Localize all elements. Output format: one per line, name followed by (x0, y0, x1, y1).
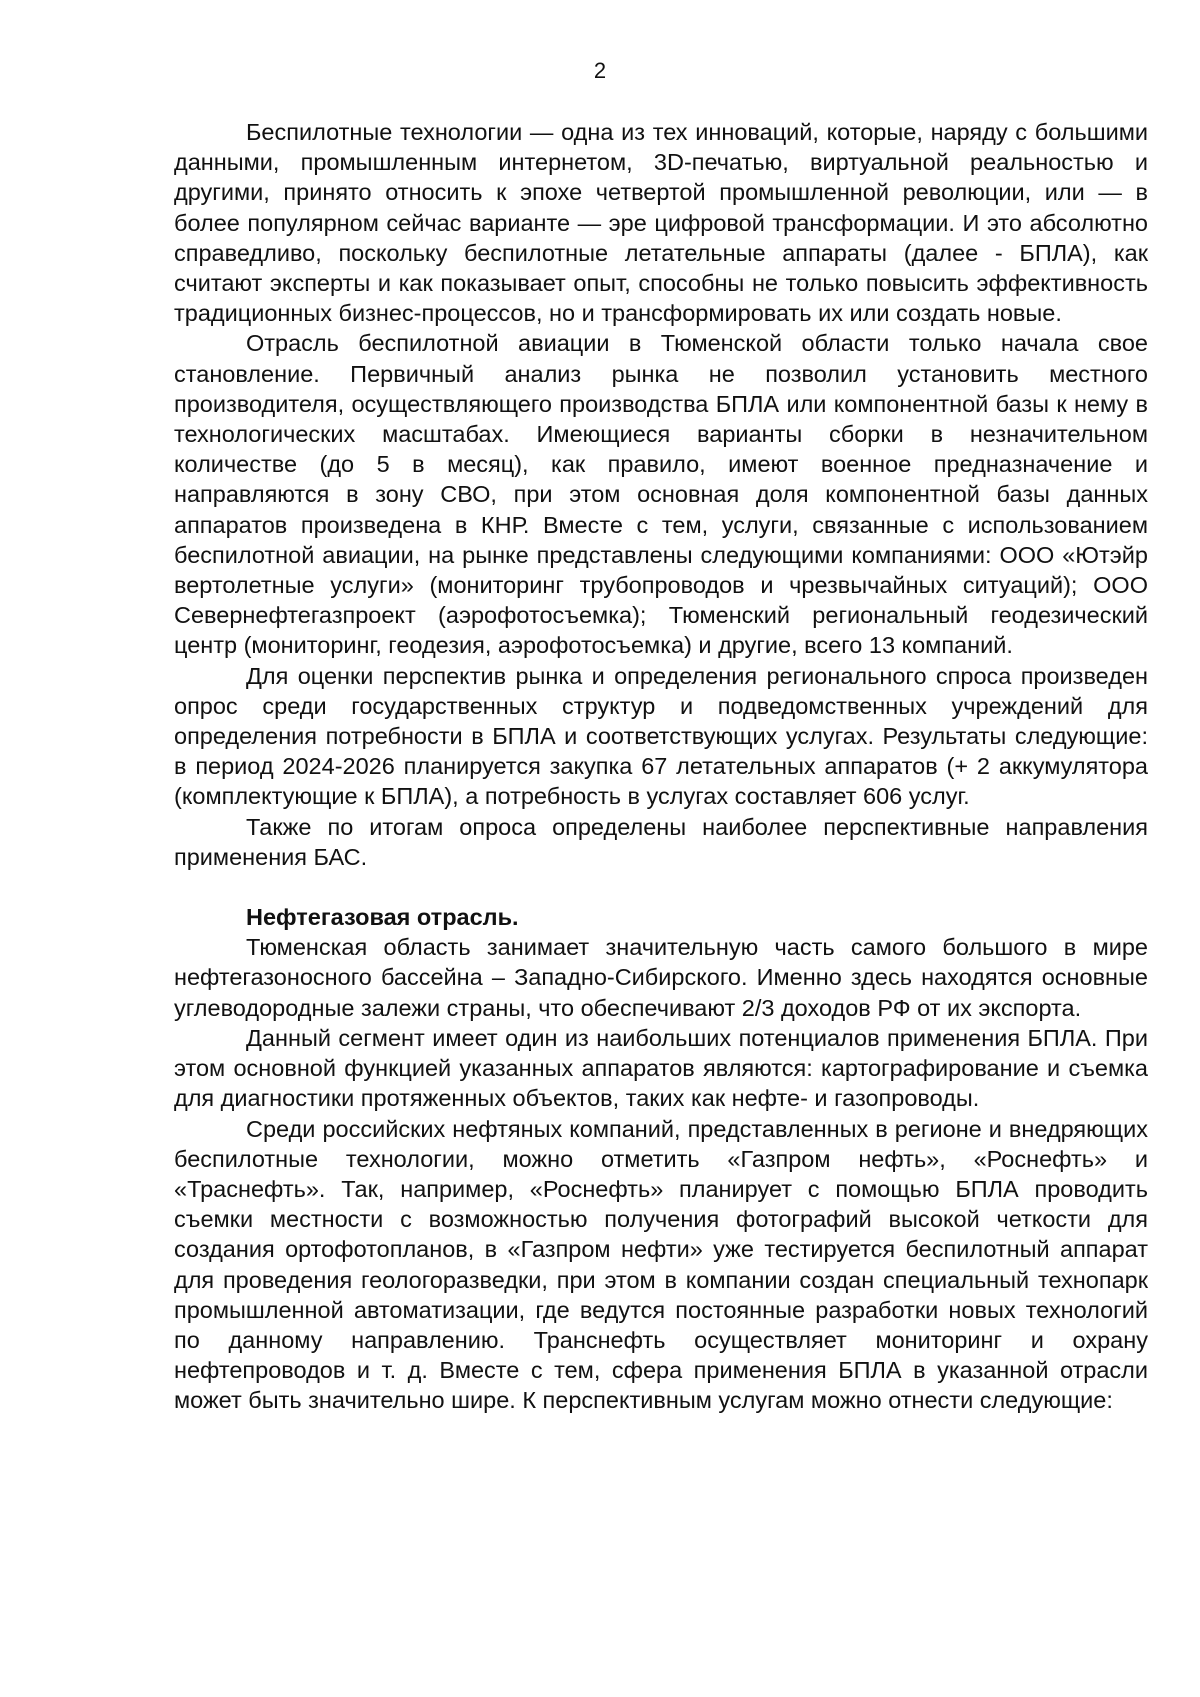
section-heading-oil-gas: Нефтегазовая отрасль. (246, 904, 519, 931)
paragraph-survey-directions: Также по итогам опроса определены наиболее перспективные направления применения БАС. (174, 813, 1148, 870)
paragraph-survey-results: Для оценки перспектив рынка и определения регионального спроса произведен опрос среди государственных структур и подведомственных учреждений для определения потребности в БПЛА и соответствующих услугах. Результаты следующие: в период 2024-2026 планируется закупка 67 летательных аппаратов (+ 2 аккумулятора (комплектующие к БПЛА), а потребность в услугах составляет 606 услуг. (174, 662, 1148, 810)
paragraph-segment-potential: Данный сегмент имеет один из наибольших потенциалов применения БПЛА. При этом основной функцией указанных аппаратов являются: картографирование и съемка для диагностики протяженных объектов, таких как нефте- и газопроводы. (174, 1024, 1148, 1112)
paragraph-oil-companies: Среди российских нефтяных компаний, представленных в регионе и внедряющих беспилотные технологии, можно отметить «Газпром нефть», «Роснефть» и «Траснефть». Так, например, «Роснефть» планирует с помощью БПЛА проводить съемки местности с возможностью получения фотографий высокой четкости для создания ортофотопланов, в «Газпром нефти» уже тестируется беспилотный аппарат для проведения геологоразведки, при этом в компании создан специальный технопарк промышленной автоматизации, где ведутся постоянные разработки новых технологий по данному направлению. Транснефть осуществляет мониторинг и охрану нефтепроводов и т. д. Вместе с тем, сфера применения БПЛА в указанной отрасли может быть значительно шире. К перспективным услугам можно отнести следующие: (174, 1115, 1148, 1414)
paragraph-industry-status: Отрасль беспилотной авиации в Тюменской области только начала свое становление. Первичный анализ рынка не позволил установить местного производителя, осуществляющего производства БПЛА или компонентной базы к нему в технологических масштабах. Имеющиеся варианты сборки в незначительном количестве (до 5 в месяц), как правило, имеют военное предназначение и направляются в зону СВО, при этом основная доля компонентной базы данных аппаратов произведена в КНР. Вместе с тем, услуги, связанные с использованием беспилотной авиации, на рынке представлены следующими компаниями: ООО «Ютэйр вертолетные услуги» (мониторинг трубопроводов и чрезвычайных ситуаций); ООО Севернефтегазпроект (аэрофотосъемка); Тюменский региональный геодезический центр (мониторинг, геодезия, аэрофотосъемка) и другие, всего 13 компаний. (174, 330, 1148, 659)
document-body (174, 117, 1148, 1416)
page-number: 2 (593, 58, 607, 83)
paragraph-tyumen-basin: Тюменская область занимает значительную часть самого большого в мире нефтегазоносного бассейна – Западно-Сибирского. Именно здесь находятся основные углеводородные залежи страны, что обеспечивают 2/3 доходов РФ от их экспорта. (174, 934, 1148, 1021)
paragraph-drone-technologies: Беспилотные технологии — одна из тех инноваций, которые, наряду с большими данными, промышленным интернетом, 3D-печатью, виртуальной реальностью и другими, принято относить к эпохе четвертой промышленной революции, или — в более популярном сейчас варианте — эре цифровой трансформации. И это абсолютно справедливо, поскольку беспилотные летательные аппараты (далее - БПЛА), как считают эксперты и как показывает опыт, способны не только повысить эффективность традиционных бизнес-процессов, но и трансформировать их или создать новые. (174, 119, 1148, 327)
